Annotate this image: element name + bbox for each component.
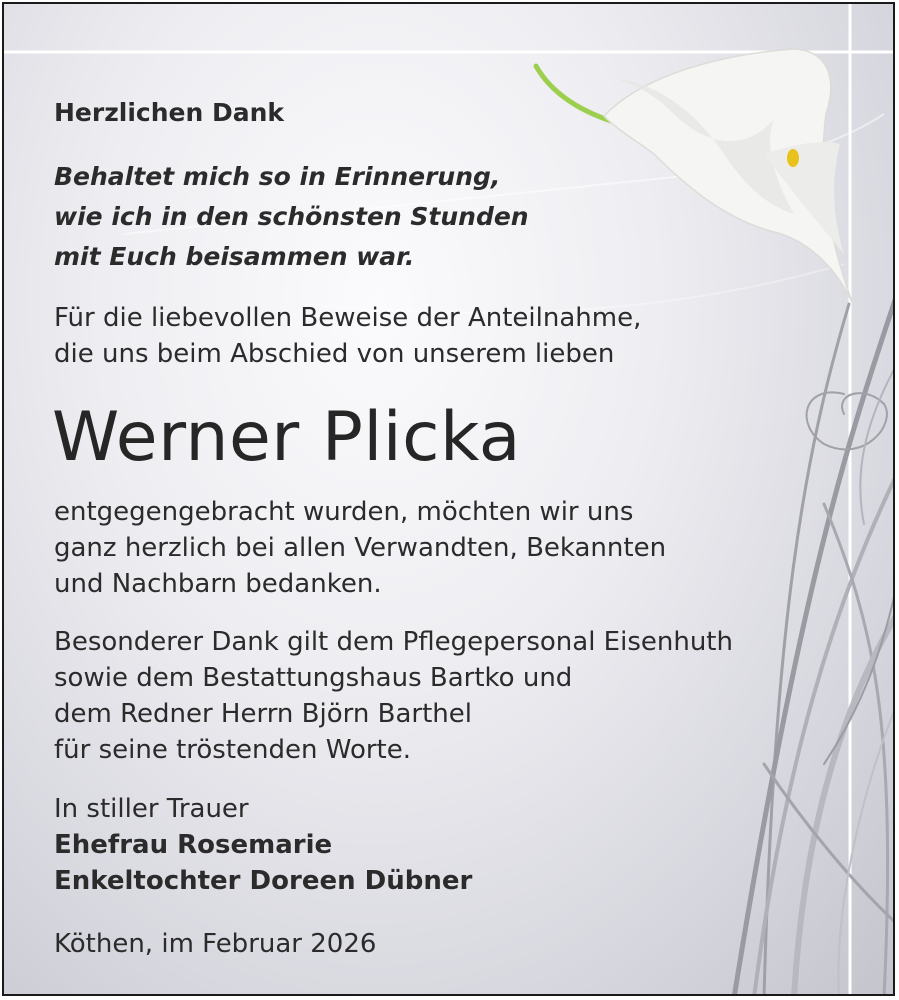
intro-line: Für die liebevollen Beweise der Anteilnahme,	[54, 303, 642, 333]
mourning-block	[54, 791, 472, 899]
special-thanks-line: sowie dem Bestattungshaus Bartko und	[54, 663, 573, 693]
calla-lily-icon	[536, 49, 852, 302]
signer-name: Enkeltochter Doreen Dübner	[54, 866, 473, 896]
signer-name: Ehefrau Rosemarie	[54, 830, 333, 860]
place-date: Köthen, im Februar 2026	[54, 929, 377, 959]
thanks-line: entgegengebracht wurden, möchten wir uns	[54, 497, 634, 527]
notice-heading: Herzlichen Dank	[54, 98, 285, 127]
motto-line: mit Euch beisammen war.	[54, 242, 415, 271]
special-thanks-line: für seine tröstenden Worte.	[54, 735, 412, 765]
mourning-line: In stiller Trauer	[54, 794, 249, 824]
stamen	[787, 149, 799, 167]
thanks-line: ganz herzlich bei allen Verwandten, Bekannten	[54, 533, 667, 563]
motto-line: Behaltet mich so in Erinnerung,	[54, 162, 501, 191]
grass-stems	[734, 294, 895, 996]
thanks-paragraph	[54, 494, 666, 602]
intro-line: die uns beim Abschied von unserem lieben	[54, 339, 615, 369]
intro-paragraph	[54, 300, 641, 372]
special-thanks-line: Besonderer Dank gilt dem Pflegepersonal Eisenhuth	[54, 627, 733, 657]
deceased-name: Werner Plicka	[52, 398, 521, 477]
thanks-line: und Nachbarn bedanken.	[54, 569, 382, 599]
special-thanks-line: dem Redner Herrn Björn Barthel	[54, 699, 472, 729]
motto-line: wie ich in den schönsten Stunden	[54, 202, 529, 231]
special-thanks-paragraph	[54, 624, 733, 768]
motto-quote	[54, 157, 529, 277]
obituary-notice	[2, 2, 895, 996]
